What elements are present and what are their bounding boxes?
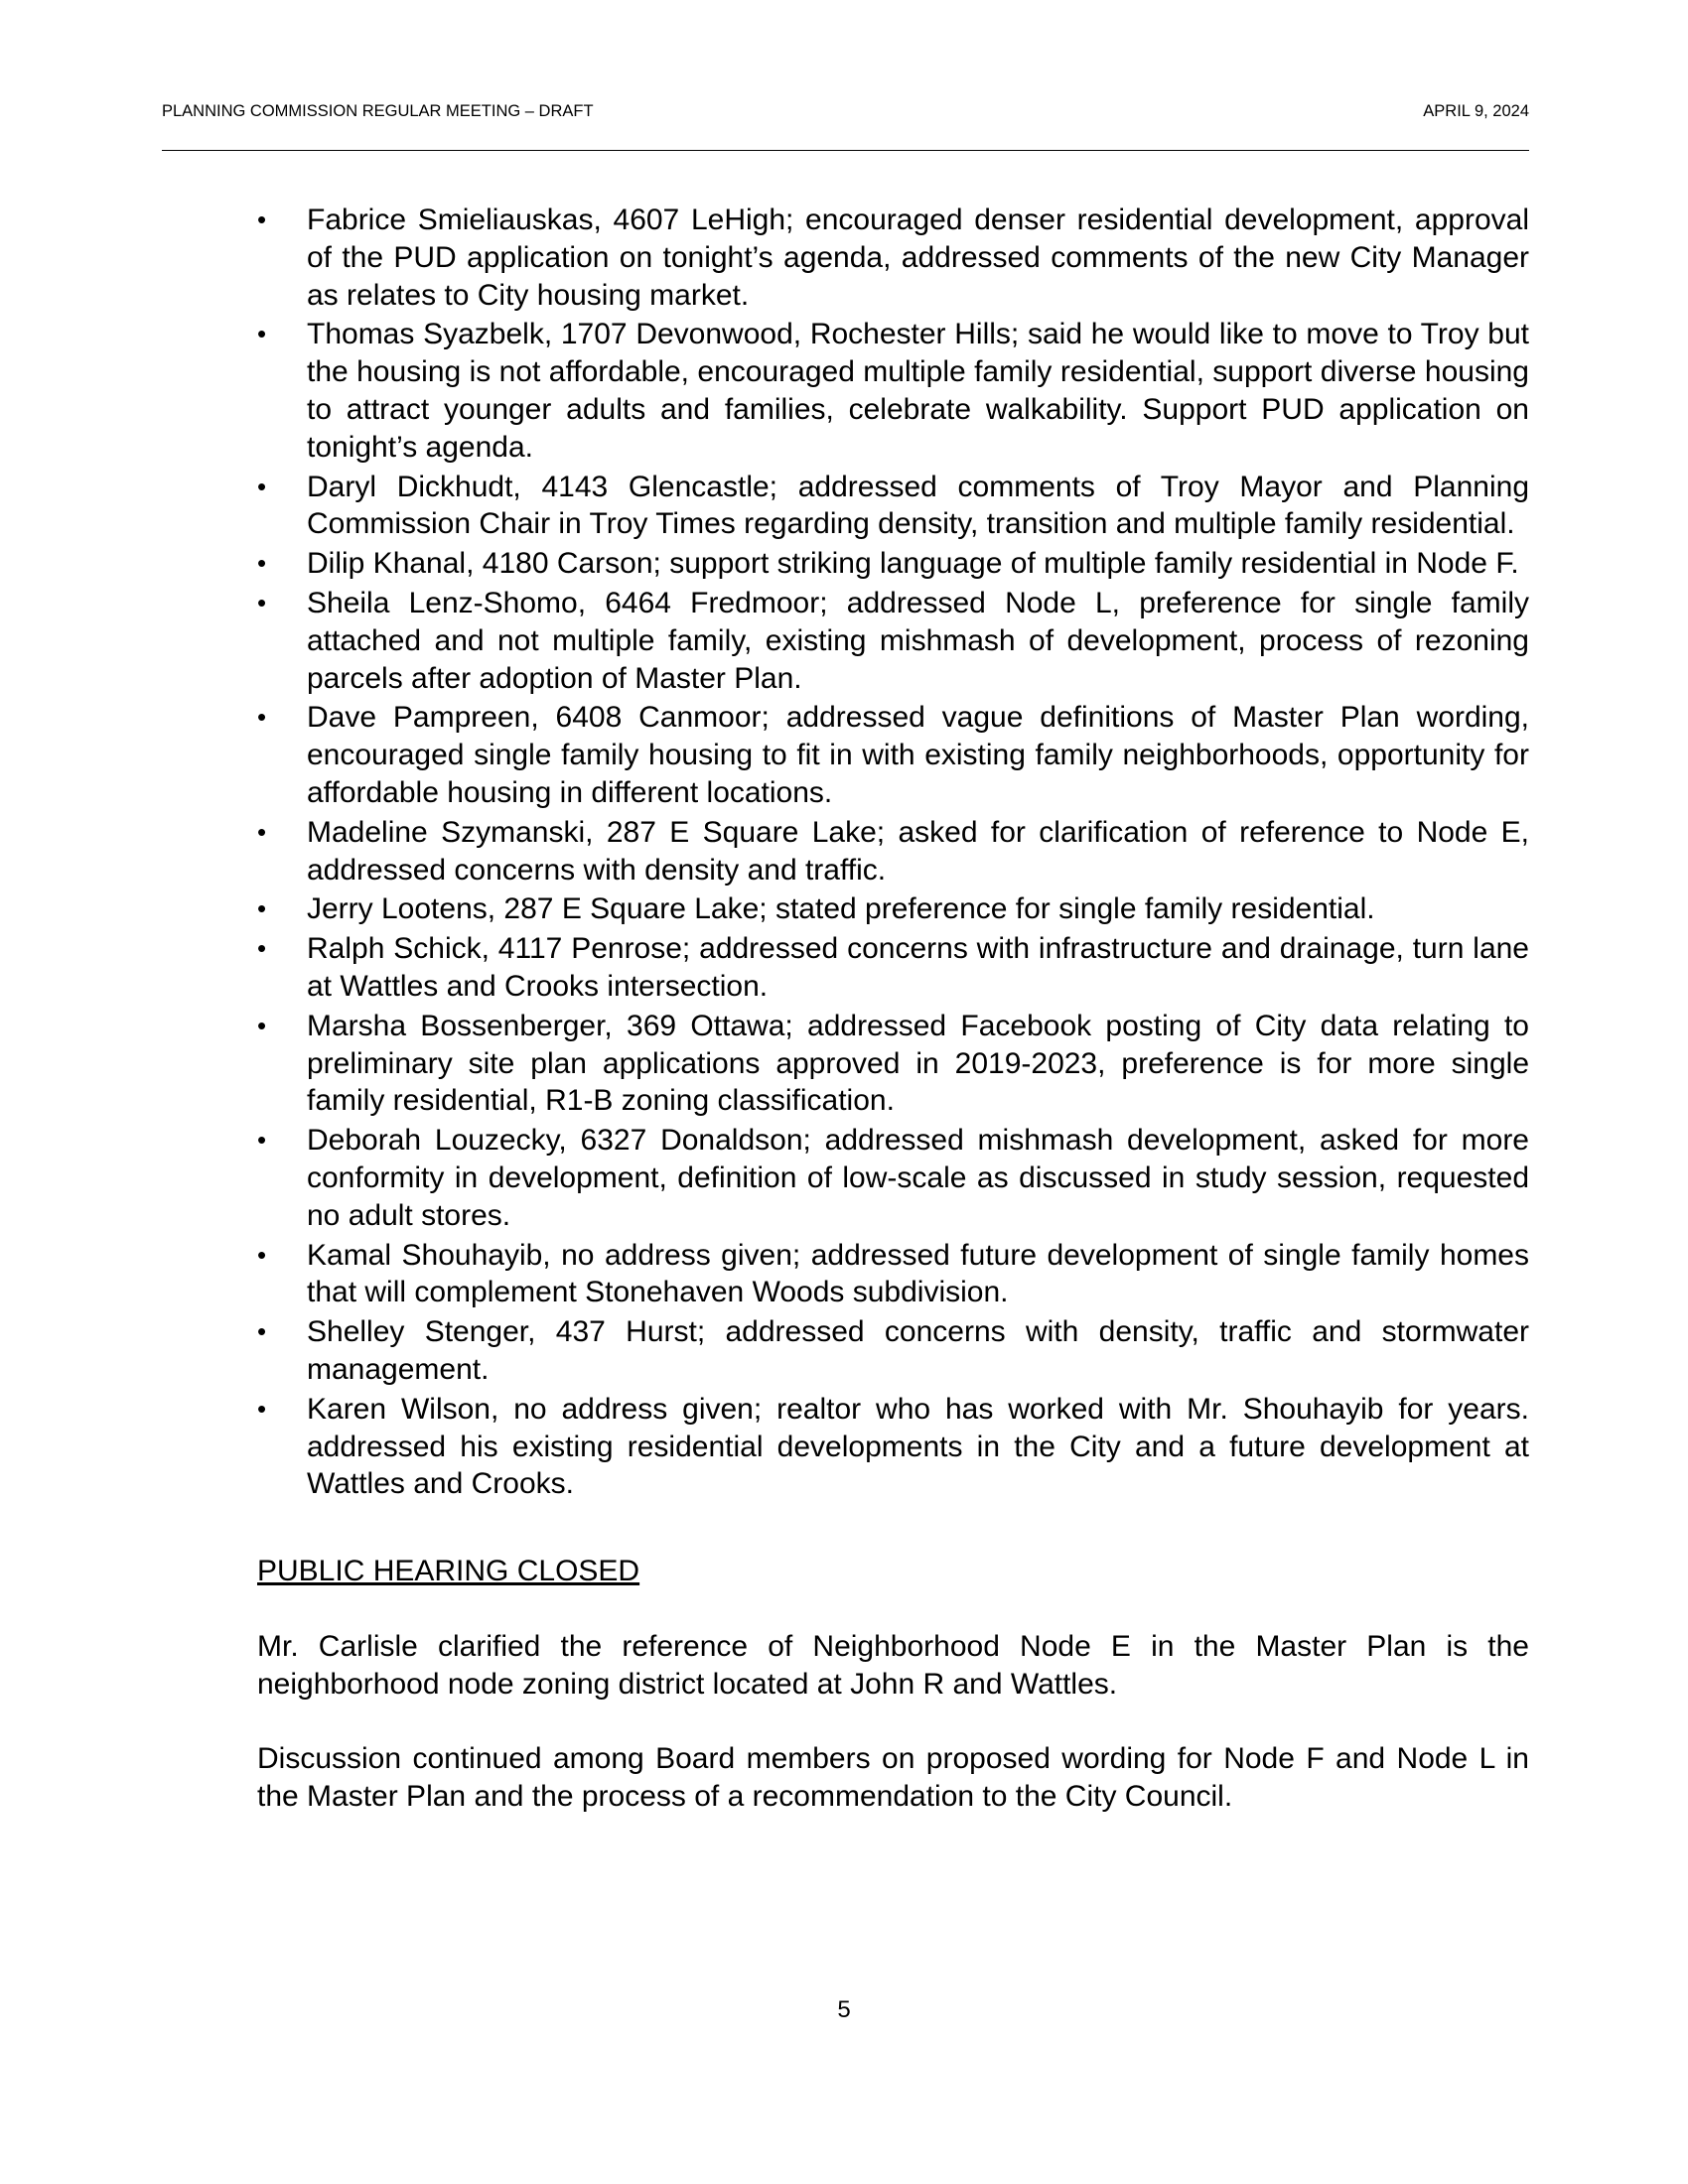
list-item [257,1237,1529,1312]
comment-text: Daryl Dickhudt, 4143 Glencastle; addressed comments of Troy Mayor and Planning Commission Chair in Troy Times regarding density, transition and multiple family residential. [307,470,1529,541]
bullet-icon: • [257,1393,267,1424]
comment-text: Shelley Stenger, 437 Hurst; addressed concerns with density, traffic and stormwater management. [307,1315,1529,1386]
comment-text: Karen Wilson, no address given; realtor who has worked with Mr. Shouhayib for years. addressed his existing residential developments in the City and a future development at Wattles and Crooks. [307,1392,1529,1501]
comment-text: Thomas Syazbelk, 1707 Devonwood, Rochester Hills; said he would like to move to Troy but the housing is not affordable, encouraged multiple family residential, support diverse housing to attract younger adults and families, celebrate walkability. Support PUD application on tonight’s agenda. [307,318,1529,464]
list-item [257,1313,1529,1389]
bullet-icon: • [257,702,267,733]
comment-text: Kamal Shouhayib, no address given; addressed future development of single family homes that will complement Stonehaven Woods subdivision. [307,1238,1529,1309]
bullet-icon: • [257,1239,267,1270]
list-item [257,699,1529,811]
public-comment-list [257,202,1529,1503]
bullet-icon: • [257,893,267,924]
list-item [257,890,1529,928]
bullet-icon: • [257,319,267,349]
list-item [257,1008,1529,1120]
section-heading: PUBLIC HEARING CLOSED [257,1555,640,1588]
paragraph: Mr. Carlisle clarified the reference of Neighborhood Node E in the Master Plan is the neighborhood node zoning district located at John R and Wattles. [257,1629,1529,1701]
comment-text: Fabrice Smieliauskas, 4607 LeHigh; encouraged denser residential development, approval of the PUD application on tonight’s agenda, addressed comments of the new City Manager as relates to City housing market. [307,204,1529,312]
bullet-icon: • [257,1316,267,1347]
list-item [257,1122,1529,1234]
bullet-icon: • [257,816,267,847]
bullet-icon: • [257,587,267,617]
bullet-icon: • [257,205,267,234]
list-item [257,545,1529,583]
list-item [257,316,1529,466]
paragraph: Discussion continued among Board members on proposed wording for Node F and Node L in the Master Plan and the process of a recommendation to the City Council. [257,1742,1529,1814]
bullet-icon: • [257,933,267,964]
bullet-icon: • [257,548,267,579]
list-item [257,1391,1529,1503]
bullet-icon: • [257,1125,267,1156]
bullet-icon: • [257,1010,267,1040]
list-item [257,202,1529,314]
comment-text: Dilip Khanal, 4180 Carson; support striking language of multiple family residential in Node F. [307,547,1519,581]
page-content [257,202,1529,1816]
bullet-icon: • [257,471,267,501]
comment-text: Deborah Louzecky, 6327 Donaldson; addressed mishmash development, asked for more conformity in development, definition of low-scale as discussed in study session, requested no adult stores. [307,1124,1529,1232]
page-header [162,102,1529,151]
header-date: APRIL 9, 2024 [1423,102,1529,120]
list-item [257,930,1529,1006]
comment-text: Sheila Lenz-Shomo, 6464 Fredmoor; addressed Node L, preference for single family attached and not multiple family, existing mishmash of development, process of rezoning parcels after adoption of Master Plan. [307,586,1529,695]
comment-text: Dave Pampreen, 6408 Canmoor; addressed vague definitions of Master Plan wording, encouraged single family housing to fit in with existing family neighborhoods, opportunity for affordable housing in different locations. [307,701,1529,809]
list-item [257,585,1529,697]
list-item [257,469,1529,544]
comment-text: Madeline Szymanski, 287 E Square Lake; asked for clarification of reference to Node E, addressed concerns with density and traffic. [307,815,1529,887]
comment-text: Ralph Schick, 4117 Penrose; addressed concerns with infrastructure and drainage, turn lane at Wattles and Crooks intersection. [307,932,1529,1003]
list-item [257,814,1529,889]
comment-text: Marsha Bossenberger, 369 Ottawa; addressed Facebook posting of City data relating to preliminary site plan applications approved in 2019-2023, preference is for more single family residential, R1-B zoning classification. [307,1009,1529,1118]
page-number: 5 [837,1996,851,2023]
comment-text: Jerry Lootens, 287 E Square Lake; stated preference for single family residential. [307,892,1375,926]
header-title: PLANNING COMMISSION REGULAR MEETING – DRAFT [162,102,594,120]
